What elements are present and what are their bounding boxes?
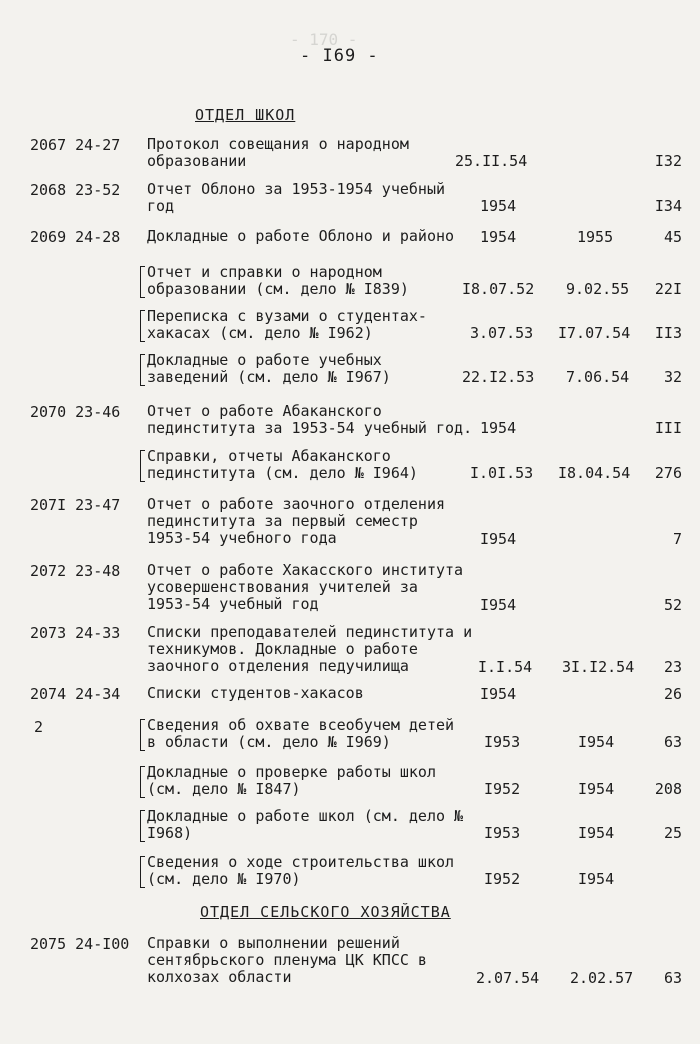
margin-mark: 2 <box>34 718 44 736</box>
entry-date-start: I952 <box>484 870 521 888</box>
entry-number: 2068 23-52 <box>30 181 121 199</box>
entry-title: Сведения об охвате всеобучем детей в области (см. дело № I969) <box>147 716 455 751</box>
entry-title: Докладные о проверке работы школ (см. дело № I847) <box>147 763 436 798</box>
entry-number: 2067 24-27 <box>30 136 121 154</box>
bracket-line <box>140 810 145 842</box>
entry-sheet-count: 26 <box>663 685 682 703</box>
entry-title: Сведения о ходе строительства школ (см. дело № I970) <box>147 853 455 888</box>
entry-number: 2075 24-I00 <box>30 935 130 953</box>
bracket-line <box>140 856 145 888</box>
bracket-line <box>140 719 145 751</box>
entry-sheet-count: 63 <box>663 733 682 751</box>
entry-sheet-count: I34 <box>654 197 682 215</box>
entry-sheet-count: I32 <box>654 152 682 170</box>
entry-number: 2072 23-48 <box>30 562 121 580</box>
entry-sheet-count: 7 <box>672 530 682 548</box>
entry-date-start: I.0I.53 <box>470 464 534 482</box>
entry-date-end: 9.02.55 <box>566 280 630 298</box>
entry-date-start: I954 <box>480 530 517 548</box>
entry-date-start: I954 <box>480 596 517 614</box>
entry-sheet-count: 63 <box>663 969 682 987</box>
page-number: - I69 - <box>300 46 379 66</box>
entry-sheet-count: 25 <box>663 824 682 842</box>
entry-sheet-count: 32 <box>663 368 682 386</box>
entry-date-start: I952 <box>484 780 521 798</box>
entry-date-start: 2.07.54 <box>476 969 540 987</box>
bleed-through-text: - 170 - <box>290 30 358 49</box>
entry-number: 2069 24-28 <box>30 228 121 246</box>
entry-number: 207I 23-47 <box>30 496 121 514</box>
bracket-line <box>140 766 145 798</box>
entry-date-start: 1954 <box>480 197 517 215</box>
entry-date-end: 1955 <box>577 228 614 246</box>
entry-date-end: I954 <box>578 780 615 798</box>
entry-number: 2070 23-46 <box>30 403 121 421</box>
entry-title: Отчет о работе заочного отделения пединститута за первый семестр 1953-54 учебного года <box>147 495 446 547</box>
entry-title: Докладные о работе Облоно и районо <box>147 227 455 245</box>
entry-date-start: I954 <box>480 685 517 703</box>
entry-date-end: I954 <box>578 870 615 888</box>
entry-date-end: I8.04.54 <box>558 464 631 482</box>
entry-title: Отчет и справки о народном образовании (см. дело № I839) <box>147 263 409 298</box>
entry-date-end: I954 <box>578 733 615 751</box>
entry-number: 2073 24-33 <box>30 624 121 642</box>
entry-title: Списки преподавателей пединститута и техникумов. Докладные о работе заочного отделения педучилища <box>147 623 473 675</box>
entry-date-end: 3I.I2.54 <box>562 658 635 676</box>
entry-title: Справки о выполнении решений сентябрьского пленума ЦК КПСС в колхозах области <box>147 934 427 986</box>
entry-title: Отчет о работе Абаканского пединститута за 1953-54 учебный год. <box>147 402 473 437</box>
entry-sheet-count: 23 <box>663 658 682 676</box>
entry-title: Переписка с вузами о студентах-хакасах (см. дело № I962) <box>147 307 427 342</box>
bracket-line <box>140 354 145 386</box>
entry-title: Справки, отчеты Абаканского пединститута (см. дело № I964) <box>147 447 418 482</box>
entry-date-end: 7.06.54 <box>566 368 630 386</box>
bracket-line <box>140 266 145 298</box>
entry-date-start: I8.07.52 <box>462 280 535 298</box>
entry-sheet-count: 22I <box>654 280 682 298</box>
entry-date-start: 1954 <box>480 419 517 437</box>
bracket-line <box>140 310 145 342</box>
entry-title: Докладные о работе школ (см. дело № I968) <box>147 807 464 842</box>
bracket-line <box>140 450 145 482</box>
entry-sheet-count: III <box>654 419 682 437</box>
entry-date-start: 22.I2.53 <box>462 368 535 386</box>
section-heading-schools: ОТДЕЛ ШКОЛ <box>195 106 296 124</box>
section-heading-agriculture: ОТДЕЛ СЕЛЬСКОГО ХОЗЯЙСТВА <box>200 903 451 921</box>
entry-date-end: 2.02.57 <box>570 969 634 987</box>
entry-date-end: I7.07.54 <box>558 324 631 342</box>
entry-title: Отчет о работе Хакасского института усовершенствования учителей за 1953-54 учебный год <box>147 561 464 613</box>
entry-title: Протокол совещания о народном образовании <box>147 135 409 170</box>
entry-date-start: I953 <box>484 733 521 751</box>
entry-number: 2074 24-34 <box>30 685 121 703</box>
entry-title: Отчет Облоно за 1953-1954 учебный год <box>147 180 446 215</box>
entry-date-start: 25.II.54 <box>455 152 528 170</box>
entry-sheet-count: 52 <box>663 596 682 614</box>
entry-date-start: 3.07.53 <box>470 324 534 342</box>
entry-sheet-count: II3 <box>654 324 682 342</box>
entry-date-start: 1954 <box>480 228 517 246</box>
entry-date-start: I.I.54 <box>478 658 533 676</box>
entry-date-end: I954 <box>578 824 615 842</box>
entry-sheet-count: 45 <box>663 228 682 246</box>
entry-sheet-count: 208 <box>654 780 682 798</box>
entry-title: Докладные о работе учебных заведений (см. дело № I967) <box>147 351 391 386</box>
entry-sheet-count: 276 <box>654 464 682 482</box>
entry-date-start: I953 <box>484 824 521 842</box>
entry-title: Списки студентов-хакасов <box>147 684 364 702</box>
